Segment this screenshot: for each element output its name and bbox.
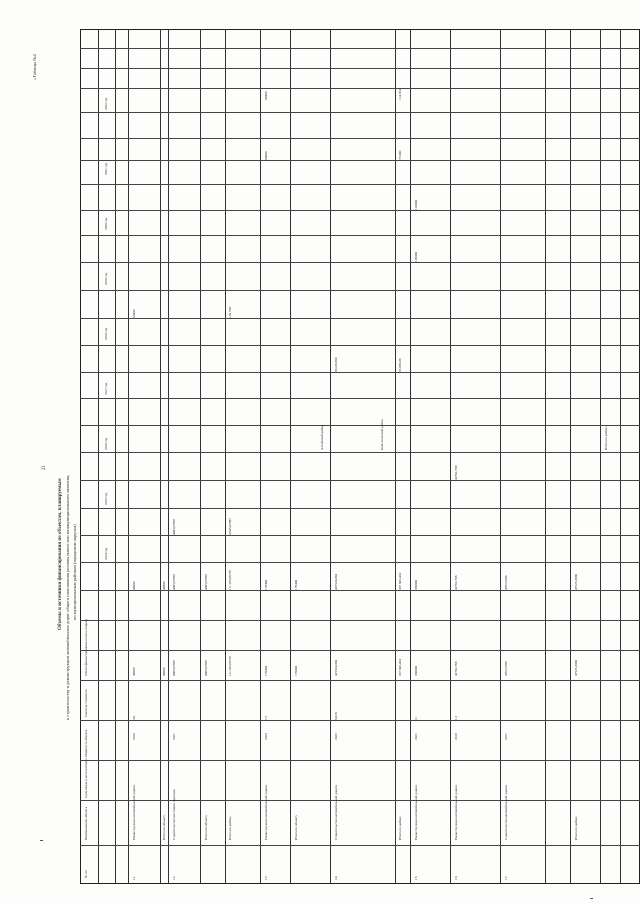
row-financed: 178400 [294,579,298,590]
row-capacity: 7,7 [264,715,268,720]
row-year: 2018 [454,733,458,740]
row-financed: 46800 [132,581,136,590]
row-2014: 4005,07887 [172,518,176,535]
row-capacity: 6,628 [334,712,338,720]
row-name: Итого по району [228,815,232,840]
col-line [80,650,640,651]
col-line [80,480,640,481]
row-line [200,29,201,884]
col-line [80,112,640,113]
row-financed: 330000 [414,579,418,590]
row-num: 15. [414,875,418,880]
header-year-2018: 2018 год [104,327,108,340]
col-line [80,620,640,621]
col-line [80,48,640,49]
row-year: 2021 [414,733,418,740]
row-line [395,29,396,884]
col-line [80,88,640,89]
col-line [80,562,640,563]
row-2019: 120000 [414,251,418,262]
table-title: Объемы и источники финансирования по объектам, планируемым [58,478,63,630]
row-financed: 425524,094 [334,573,338,590]
row-line [225,29,226,884]
row-year: 2023 [334,733,338,740]
row-cost: 4005,07887 [204,659,208,676]
col-line [80,262,640,263]
header-year-2017: 2017 год [104,382,108,395]
row-num: 17. [504,875,508,880]
row-cost: 47525,3066 [574,659,578,676]
header-year-2022: 2022 год [104,97,108,110]
row-num: 11. [132,875,136,880]
section-label: Итого по району [604,425,608,450]
row-cost: 42762,768 [454,661,458,676]
col-line [80,425,640,426]
table-frame [80,29,640,884]
row-name: Реконструкция автомобильной дороги [414,784,418,840]
row-line [128,29,129,884]
row-line [330,29,331,884]
col-line [80,372,640,373]
row-year: 2023 [264,733,268,740]
header-cost: Сметная стоимость [84,688,88,717]
row-line [98,29,99,884]
row-line [160,29,161,884]
row-line [600,29,601,884]
col-line [80,535,640,536]
col-line [80,680,640,681]
row-capacity: 11 [414,716,418,720]
col-line [80,398,640,399]
header-name: Наименование объекта [84,806,88,840]
row-2021: 73 000 [398,150,402,160]
row-financed: 111 205,05767 [228,569,232,590]
header-year-2019: 2019 год [104,272,108,285]
appendix-label: «Таблица №4 [32,54,37,80]
row-name: Реконструкция автомобильной дороги [454,784,458,840]
row-line [290,29,291,884]
row-name: Строительство автомобильной дороги [334,784,338,840]
col-line [80,160,640,161]
row-2020: 110000 [414,199,418,210]
scan-mark [590,898,593,899]
col-line [80,318,640,319]
row-num: 14. [334,875,338,880]
row-name: Итого по району [574,815,578,840]
col-line [80,845,640,846]
col-line [80,345,640,346]
row-financed: 4762,5386 [504,575,508,590]
row-2017: 93 085,06 [398,358,402,372]
col-line [80,184,640,185]
row-name: Строительство мостового перехода [172,789,176,840]
col-line [80,800,640,801]
row-2015: 42762,768 [454,465,458,480]
table-subtitle-1: к строительству и реконструкции автомобильных дорог общего пользования регионального или межмуниципального значения, [65,474,70,720]
row-financed: 337 845,424 [398,573,402,590]
row-2017: 83129,094 [334,357,338,372]
col-line [80,452,640,453]
row-line [168,29,169,884]
row-line [450,29,451,884]
row-line [570,29,571,884]
row-num: 16. [454,875,458,880]
row-line [115,29,116,884]
header-num: № пп [84,870,88,878]
row-name: Итого по объекту [162,814,166,840]
row-2014: 4 005,07887 [228,518,232,535]
row-name: Итого по району [398,815,402,840]
header-year-2016: 2016 год [104,437,108,450]
col-line [80,235,640,236]
row-2019: 50400 [132,309,136,318]
row-cost: 4762,5386 [504,661,508,676]
row-2021: 90000 [264,151,268,160]
row-cost: 178400 [294,665,298,676]
row-cost: 178400 [264,665,268,676]
table-subtitle-2: по муниципальным районам (городским округам) [72,524,77,620]
row-capacity: 3,6 [132,715,136,720]
header-year-2014: 2014 год [104,547,108,560]
row-2022: 114 054 [398,89,402,100]
col-line [80,138,640,139]
row-cost: 425524,094 [334,659,338,676]
header-capacity: Мощность объекта [84,729,88,757]
row-financed: 47525,3066 [574,573,578,590]
row-line [500,29,501,884]
row-name: Реконструкция автомобильной дороги [264,784,268,840]
row-cost: 330000 [414,665,418,676]
row-line [260,29,261,884]
row-line [410,29,411,884]
row-year: 2021 [172,733,176,740]
row-2022: 88400 [264,91,268,100]
col-line [80,68,640,69]
row-cost: 46800 [162,667,166,676]
header-financed: Объем финансирования на весь период [84,619,88,676]
row-2019: 120 700 [228,306,232,318]
row-financed: 178400 [264,579,268,590]
col-line [80,508,640,509]
row-cost: 46800 [132,667,136,676]
header-year-2021: 2021 год [104,162,108,175]
row-cost: 4005,07887 [172,659,176,676]
row-num: 13. [264,875,268,880]
row-name: Строительство автомобильной дороги [504,784,508,840]
col-line [80,760,640,761]
row-financed: 42762,768 [454,575,458,590]
col-line [80,590,640,591]
col-line [80,720,640,721]
row-year: 2017 [504,733,508,740]
row-financed: 4005,07887 [172,573,176,590]
col-line [80,210,640,211]
row-name: Реконструкция автомобильной дороги [132,784,136,840]
section-label: Кош-Агачский район [380,419,384,450]
scan-mark [40,840,43,841]
row-cost: 111 205,05767 [228,655,232,676]
row-year: 2018 [132,733,136,740]
row-financed: 4005,07887 [204,573,208,590]
header-year: Срок ввода в эксплуатацию [84,758,88,798]
row-financed: 46800 [162,581,166,590]
section-label: Алтайский район [320,424,324,450]
row-name: Итого по объекту [204,814,208,840]
row-cost: 337 845,424 [398,659,402,676]
col-line [80,290,640,291]
row-line [545,29,546,884]
row-line [620,29,621,884]
header-year-2015: 2015 год [104,492,108,505]
row-capacity: 1,5 [454,715,458,720]
page-number: 21 [42,465,47,470]
header-year-2020: 2020 год [104,217,108,230]
row-num: 12. [172,875,176,880]
row-name: Итого по объекту [294,814,298,840]
